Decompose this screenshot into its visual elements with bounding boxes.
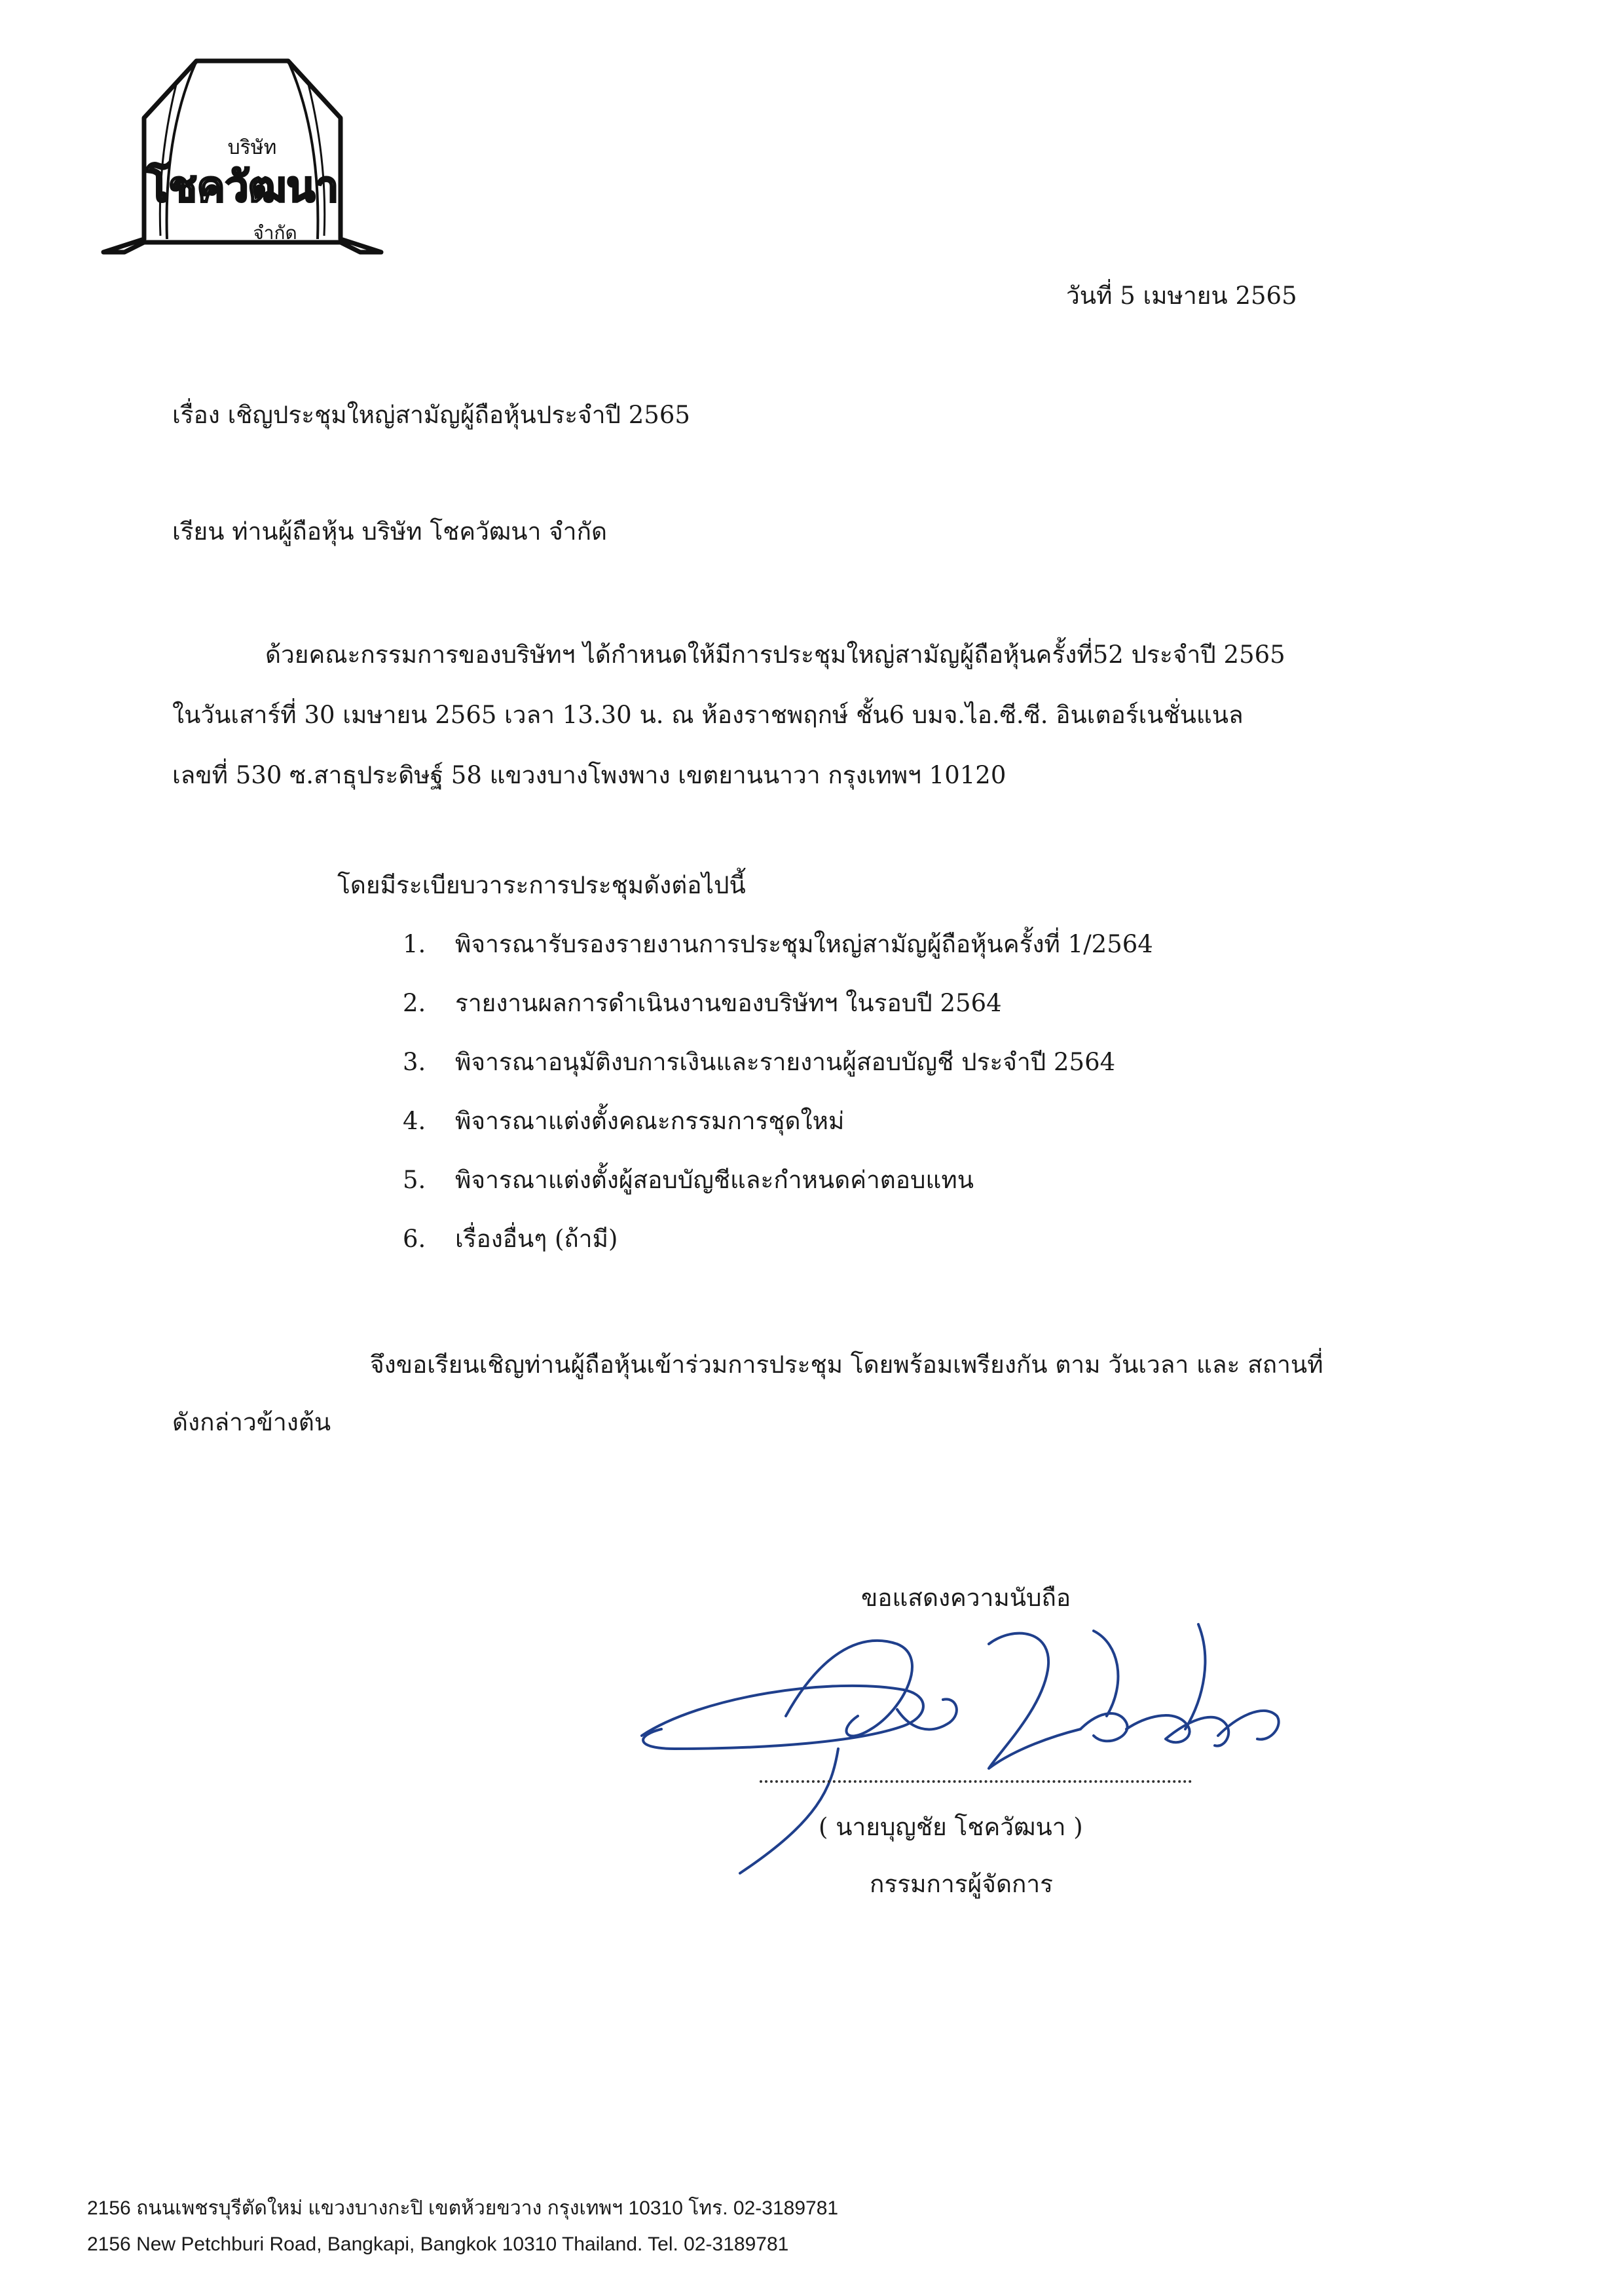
agenda-item-number: 1. <box>403 930 426 958</box>
agenda-item <box>403 1048 1153 1107</box>
agenda-item <box>403 989 1153 1048</box>
letter-subject: เรื่อง เชิญประชุมใหญ่สามัญผู้ถือหุ้นประจำปี 2565 <box>172 401 690 429</box>
letter-salutation: เรียน ท่านผู้ถือหุ้น บริษัท โชควัฒนา จำกัด <box>172 517 608 546</box>
agenda-intro: โดยมีระเบียบวาระการประชุมดังต่อไปนี้ <box>337 871 746 899</box>
logo-bottom-text: จำกัด <box>253 223 297 243</box>
signature-line <box>760 1780 1192 1783</box>
footer-thai-address: 2156 ถนนเพชรบุรีตัดใหม่ แขวงบางกะปิ เขตห้วยขวาง กรุงเทพฯ 10310 โทร. 02-3189781 <box>87 2197 839 2219</box>
agenda-item <box>403 1225 1153 1284</box>
closing-paragraph-line: จึงขอเรียนเชิญท่านผู้ถือหุ้นเข้าร่วมการประชุม โดยพร้อมเพรียงกัน ตาม วันเวลา และ สถานที่ <box>370 1351 1323 1379</box>
agenda-item-number: 4. <box>403 1107 426 1135</box>
agenda-item-text: พิจารณารับรองรายงานการประชุมใหญ่สามัญผู้ถือหุ้นครั้งที่ 1/2564 <box>455 930 1153 958</box>
agenda-item-number: 6. <box>403 1225 426 1253</box>
company-logo <box>98 56 386 278</box>
agenda-item-number: 2. <box>403 989 426 1017</box>
letter-date: วันที่ 5 เมษายน 2565 <box>1066 282 1297 310</box>
footer-english-address: 2156 New Petchburi Road, Bangkapi, Bangkok 10310 Thailand. Tel. 02-3189781 <box>87 2233 789 2255</box>
body-paragraph-line: ด้วยคณะกรรมการของบริษัทฯ ได้กำหนดให้มีการประชุมใหญ่สามัญผู้ถือหุ้นครั้งที่52 ประจำปี 2565 <box>265 641 1285 669</box>
agenda-item <box>403 930 1153 989</box>
signer-name: ( นายบุญชัย โชควัฒนา ) <box>819 1813 1083 1841</box>
agenda-item-text: พิจารณาอนุมัติงบการเงินและรายงานผู้สอบบัญชี ประจำปี 2564 <box>455 1048 1116 1076</box>
agenda-list <box>403 930 1153 1284</box>
closing-paragraph-line: ดังกล่าวข้างต้น <box>172 1408 331 1436</box>
agenda-item-text: รายงานผลการดำเนินงานของบริษัทฯ ในรอบปี 2564 <box>455 989 1002 1017</box>
agenda-item-text: พิจารณาแต่งตั้งผู้สอบบัญชีและกำหนดค่าตอบแทน <box>455 1166 974 1194</box>
body-paragraph-line: ในวันเสาร์ที่ 30 เมษายน 2565 เวลา 13.30 น. ณ ห้องราชพฤกษ์ ชั้น6 บมจ.ไอ.ซี.ซี. อินเตอร์เนชั่นแนล <box>172 701 1244 729</box>
logo-top-text: บริษัท <box>227 137 277 159</box>
closing-regards: ขอแสดงความนับถือ <box>861 1584 1071 1612</box>
agenda-item <box>403 1107 1153 1166</box>
agenda-item-text: เรื่องอื่นๆ (ถ้ามี) <box>455 1225 618 1253</box>
logo-name-text: โชควัฒนา <box>145 163 339 210</box>
agenda-item-text: พิจารณาแต่งตั้งคณะกรรมการชุดใหม่ <box>455 1107 845 1135</box>
agenda-item-number: 5. <box>403 1166 426 1194</box>
signer-position: กรรมการผู้จัดการ <box>870 1870 1054 1898</box>
agenda-item <box>403 1166 1153 1225</box>
body-paragraph-line: เลขที่ 530 ซ.สาธุประดิษฐ์ 58 แขวงบางโพงพาง เขตยานนาวา กรุงเทพฯ 10120 <box>172 761 1006 789</box>
agenda-item-number: 3. <box>403 1048 426 1076</box>
